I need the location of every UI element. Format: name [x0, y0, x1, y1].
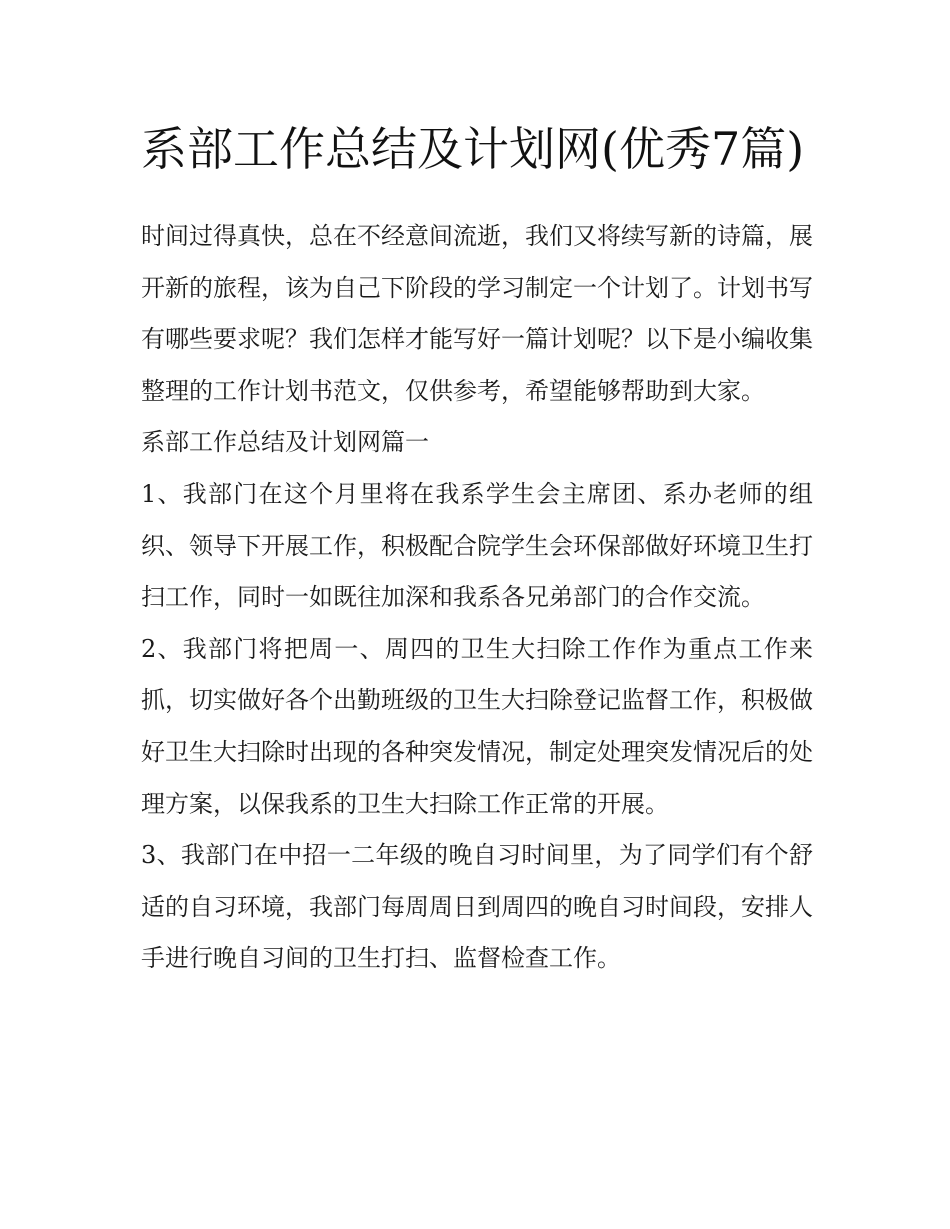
list-item: 1、我部门在这个月里将在我系学生会主席团、系办老师的组织、领导下开展工作，积极配合院学生会环保部做好环境卫生打扫工作，同时一如既往加深和我系各兄弟部门的合作交流。	[141, 479, 813, 612]
document-title: 系部工作总结及计划网(优秀7篇)	[141, 122, 805, 176]
list-item: 3、我部门在中招一二年级的晚自习时间里，为了同学们有个舒适的自习环境，我部门每周周日到周四的晚自习时间段，安排人手进行晚自习间的卫生打扫、监督检查工作。	[141, 841, 813, 973]
intro-paragraph: 时间过得真快，总在不经意间流逝，我们又将续写新的诗篇，展开新的旅程，该为自己下阶段的学习制定一个计划了。计划书写有哪些要求呢？我们怎样才能写好一篇计划呢？以下是小编收集整理的工作计划书范文，仅供参考，希望能够帮助到大家。	[141, 222, 813, 405]
document-body	[141, 112, 813, 985]
list-item: 2、我部门将把周一、周四的卫生大扫除工作作为重点工作来抓，切实做好各个出勤班级的卫生大扫除登记监督工作，积极做好卫生大扫除时出现的各种突发情况，制定处理突发情况后的处理方案，以保我系的卫生大扫除工作正常的开展。	[141, 634, 813, 818]
section-heading: 系部工作总结及计划网篇一	[141, 428, 429, 457]
